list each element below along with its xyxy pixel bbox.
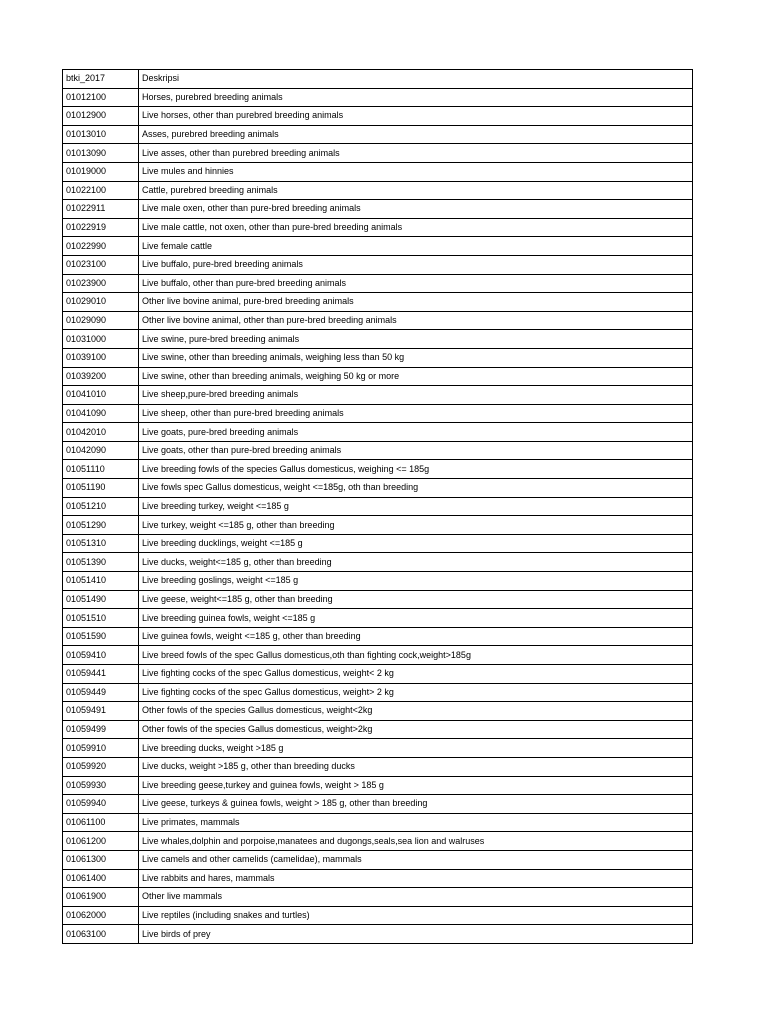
cell-description[interactable]: Other live bovine animal, other than pure-bred breeding animals — [139, 311, 693, 330]
table-row — [63, 888, 693, 907]
table-row — [63, 925, 693, 944]
table-row — [63, 181, 693, 200]
table-row — [63, 200, 693, 219]
table-row — [63, 832, 693, 851]
cell-description[interactable]: Horses, purebred breeding animals — [139, 88, 693, 107]
cell-description[interactable]: Live guinea fowls, weight <=185 g, other than breeding — [139, 627, 693, 646]
table-row — [63, 386, 693, 405]
cell-code[interactable]: 01051490 — [63, 590, 139, 609]
cell-code[interactable]: 01029010 — [63, 293, 139, 312]
cell-code[interactable]: 01059499 — [63, 720, 139, 739]
cell-description[interactable]: Live primates, mammals — [139, 813, 693, 832]
cell-code[interactable]: 01062000 — [63, 906, 139, 925]
cell-description[interactable]: Live swine, pure-bred breeding animals — [139, 330, 693, 349]
cell-code[interactable]: 01061400 — [63, 869, 139, 888]
table-row — [63, 441, 693, 460]
cell-code[interactable]: 01022911 — [63, 200, 139, 219]
cell-code[interactable]: 01059491 — [63, 702, 139, 721]
table-row — [63, 516, 693, 535]
table-row — [63, 739, 693, 758]
cell-code[interactable]: 01042090 — [63, 441, 139, 460]
cell-code[interactable]: 01023100 — [63, 255, 139, 274]
table-row — [63, 850, 693, 869]
table-row — [63, 144, 693, 163]
table-row — [63, 776, 693, 795]
cell-description[interactable]: Live male oxen, other than pure-bred breeding animals — [139, 200, 693, 219]
cell-code[interactable]: 01051410 — [63, 572, 139, 591]
cell-description[interactable]: Live whales,dolphin and porpoise,manatees and dugongs,seals,sea lion and walruses — [139, 832, 693, 851]
table-row — [63, 274, 693, 293]
cell-description[interactable]: Live sheep, other than pure-bred breeding animals — [139, 404, 693, 423]
table-row — [63, 627, 693, 646]
table-row — [63, 107, 693, 126]
cell-description[interactable]: Live ducks, weight >185 g, other than breeding ducks — [139, 757, 693, 776]
cell-code[interactable]: 01051310 — [63, 534, 139, 553]
cell-description[interactable]: Other live bovine animal, pure-bred breeding animals — [139, 293, 693, 312]
cell-code[interactable]: 01061200 — [63, 832, 139, 851]
cell-description[interactable]: Live breeding ducks, weight >185 g — [139, 739, 693, 758]
cell-code[interactable]: 01061100 — [63, 813, 139, 832]
cell-description[interactable]: Live turkey, weight <=185 g, other than breeding — [139, 516, 693, 535]
cell-code[interactable]: 01051510 — [63, 609, 139, 628]
cell-description[interactable]: Live breeding guinea fowls, weight <=185 g — [139, 609, 693, 628]
table-row — [63, 255, 693, 274]
table-row — [63, 702, 693, 721]
table-row — [63, 757, 693, 776]
cell-code[interactable]: 01051110 — [63, 460, 139, 479]
cell-code[interactable]: 01051390 — [63, 553, 139, 572]
table-row — [63, 572, 693, 591]
cell-code[interactable]: 01059410 — [63, 646, 139, 665]
cell-description[interactable]: Asses, purebred breeding animals — [139, 125, 693, 144]
table-row — [63, 534, 693, 553]
table-row — [63, 88, 693, 107]
column-header-code[interactable]: btki_2017 — [63, 70, 139, 89]
cell-code[interactable]: 01013010 — [63, 125, 139, 144]
cell-description[interactable]: Live breeding goslings, weight <=185 g — [139, 572, 693, 591]
cell-description[interactable]: Other live mammals — [139, 888, 693, 907]
cell-description[interactable]: Live breeding turkey, weight <=185 g — [139, 497, 693, 516]
table-row — [63, 367, 693, 386]
cell-description[interactable]: Cattle, purebred breeding animals — [139, 181, 693, 200]
cell-code[interactable]: 01061300 — [63, 850, 139, 869]
table-row — [63, 404, 693, 423]
table-row — [63, 125, 693, 144]
table-row — [63, 423, 693, 442]
cell-code[interactable]: 01031000 — [63, 330, 139, 349]
cell-code[interactable]: 01061900 — [63, 888, 139, 907]
cell-description[interactable]: Live breed fowls of the spec Gallus domesticus,oth than fighting cock,weight>185g — [139, 646, 693, 665]
cell-description[interactable]: Live breeding ducklings, weight <=185 g — [139, 534, 693, 553]
table-row — [63, 609, 693, 628]
cell-description[interactable]: Live fighting cocks of the spec Gallus domesticus, weight> 2 kg — [139, 683, 693, 702]
cell-code[interactable]: 01042010 — [63, 423, 139, 442]
cell-description[interactable]: Live fighting cocks of the spec Gallus domesticus, weight< 2 kg — [139, 665, 693, 684]
cell-code[interactable]: 01051590 — [63, 627, 139, 646]
table-row — [63, 553, 693, 572]
cell-description[interactable]: Live fowls spec Gallus domesticus, weight <=185g, oth than breeding — [139, 479, 693, 498]
cell-code[interactable]: 01059441 — [63, 665, 139, 684]
cell-code[interactable]: 01022919 — [63, 218, 139, 237]
table-row — [63, 665, 693, 684]
cell-description[interactable]: Live goats, pure-bred breeding animals — [139, 423, 693, 442]
cell-description[interactable]: Live sheep,pure-bred breeding animals — [139, 386, 693, 405]
cell-description[interactable]: Live horses, other than purebred breeding animals — [139, 107, 693, 126]
table-row — [63, 293, 693, 312]
cell-description[interactable]: Live ducks, weight<=185 g, other than breeding — [139, 553, 693, 572]
cell-code[interactable]: 01029090 — [63, 311, 139, 330]
cell-code[interactable]: 01059930 — [63, 776, 139, 795]
cell-description[interactable]: Live birds of prey — [139, 925, 693, 944]
cell-code[interactable]: 01063100 — [63, 925, 139, 944]
cell-description[interactable]: Live mules and hinnies — [139, 162, 693, 181]
table-row — [63, 497, 693, 516]
cell-code[interactable]: 01051190 — [63, 479, 139, 498]
cell-description[interactable]: Live male cattle, not oxen, other than pure-bred breeding animals — [139, 218, 693, 237]
table-row — [63, 683, 693, 702]
cell-code[interactable]: 01019000 — [63, 162, 139, 181]
cell-code[interactable]: 01059940 — [63, 795, 139, 814]
cell-code[interactable]: 01059449 — [63, 683, 139, 702]
cell-description[interactable]: Live geese, turkeys & guinea fowls, weight > 185 g, other than breeding — [139, 795, 693, 814]
cell-code[interactable]: 01059920 — [63, 757, 139, 776]
cell-description[interactable]: Other fowls of the species Gallus domesticus, weight<2kg — [139, 702, 693, 721]
cell-description[interactable]: Live breeding fowls of the species Gallus domesticus, weighing <= 185g — [139, 460, 693, 479]
column-header-description[interactable]: Deskripsi — [139, 70, 693, 89]
table-row — [63, 795, 693, 814]
table-row — [63, 237, 693, 256]
cell-description[interactable]: Live goats, other than pure-bred breeding animals — [139, 441, 693, 460]
table-row — [63, 720, 693, 739]
table-row — [63, 348, 693, 367]
table-row — [63, 460, 693, 479]
cell-description[interactable]: Live rabbits and hares, mammals — [139, 869, 693, 888]
table-row — [63, 869, 693, 888]
cell-code[interactable]: 01041010 — [63, 386, 139, 405]
cell-description[interactable]: Live reptiles (including snakes and turtles) — [139, 906, 693, 925]
cell-code[interactable]: 01041090 — [63, 404, 139, 423]
table-row — [63, 479, 693, 498]
header-row — [63, 70, 693, 89]
table-row — [63, 218, 693, 237]
cell-code[interactable]: 01051210 — [63, 497, 139, 516]
cell-code[interactable]: 01039200 — [63, 367, 139, 386]
table-row — [63, 311, 693, 330]
table-row — [63, 590, 693, 609]
cell-code[interactable]: 01022990 — [63, 237, 139, 256]
cell-description[interactable]: Live breeding geese,turkey and guinea fowls, weight > 185 g — [139, 776, 693, 795]
cell-code[interactable]: 01012100 — [63, 88, 139, 107]
cell-code[interactable]: 01012900 — [63, 107, 139, 126]
cell-description[interactable]: Live swine, other than breeding animals, weighing 50 kg or more — [139, 367, 693, 386]
cell-code[interactable]: 01013090 — [63, 144, 139, 163]
cell-description[interactable]: Live buffalo, pure-bred breeding animals — [139, 255, 693, 274]
cell-code[interactable]: 01059910 — [63, 739, 139, 758]
table-row — [63, 906, 693, 925]
table-row — [63, 646, 693, 665]
cell-description[interactable]: Live asses, other than purebred breeding animals — [139, 144, 693, 163]
table-body — [63, 88, 693, 943]
cell-description[interactable]: Live female cattle — [139, 237, 693, 256]
cell-code[interactable]: 01051290 — [63, 516, 139, 535]
table-row — [63, 330, 693, 349]
cell-description[interactable]: Live geese, weight<=185 g, other than breeding — [139, 590, 693, 609]
cell-description[interactable]: Live buffalo, other than pure-bred breeding animals — [139, 274, 693, 293]
cell-description[interactable]: Live swine, other than breeding animals, weighing less than 50 kg — [139, 348, 693, 367]
cell-code[interactable]: 01023900 — [63, 274, 139, 293]
cell-code[interactable]: 01039100 — [63, 348, 139, 367]
table-row — [63, 162, 693, 181]
cell-description[interactable]: Live camels and other camelids (camelidae), mammals — [139, 850, 693, 869]
cell-description[interactable]: Other fowls of the species Gallus domesticus, weight>2kg — [139, 720, 693, 739]
table-row — [63, 813, 693, 832]
cell-code[interactable]: 01022100 — [63, 181, 139, 200]
data-table — [62, 69, 693, 944]
spreadsheet — [62, 69, 691, 944]
